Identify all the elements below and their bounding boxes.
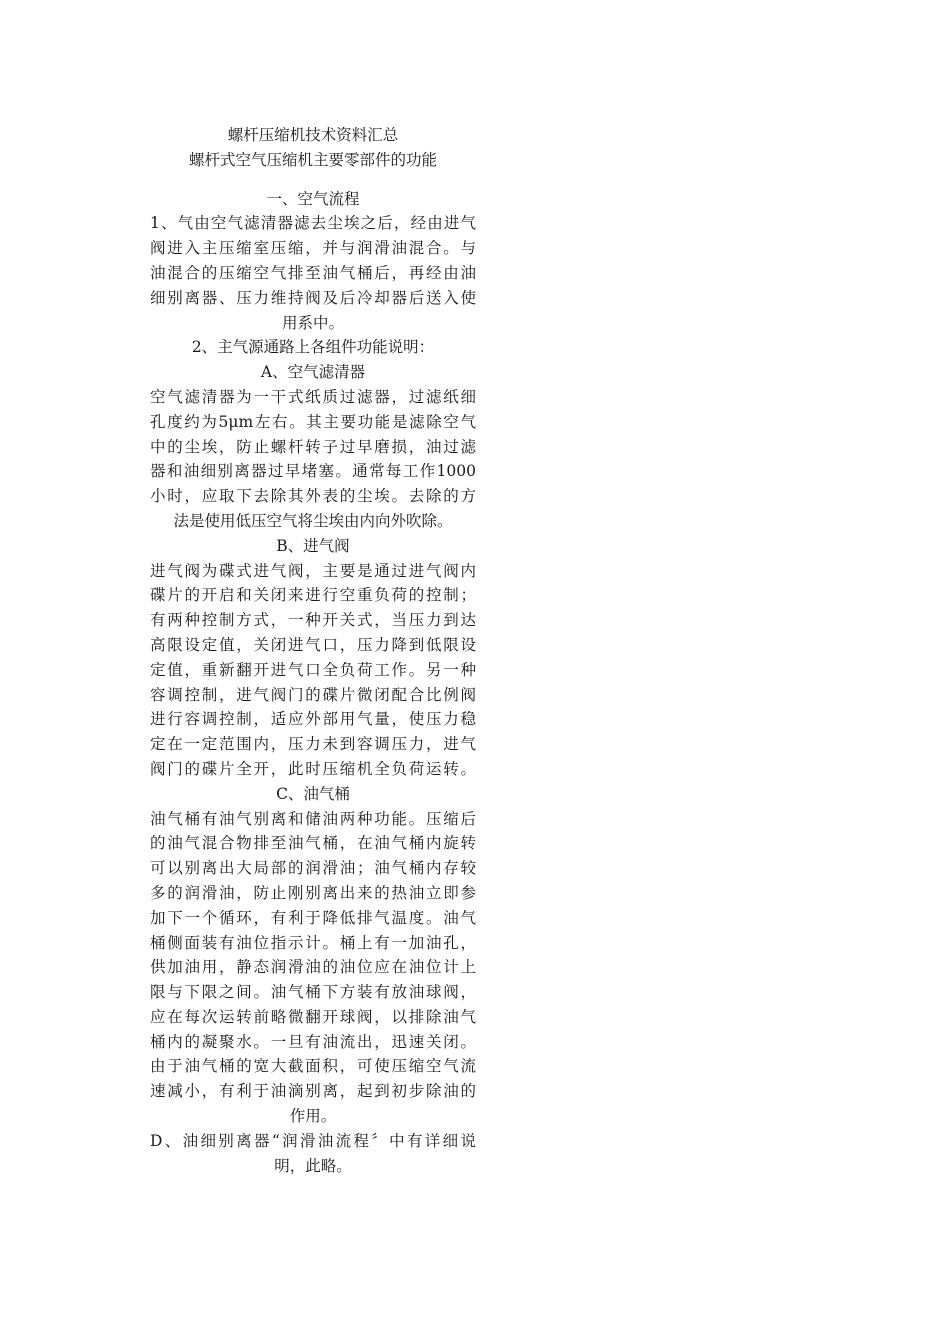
paragraph-line: 阀门的碟片全开，此时压缩机全负荷运转。 bbox=[150, 759, 476, 778]
paragraph-line: 中的尘埃，防止螺杆转子过早磨损，油过滤 bbox=[150, 437, 476, 456]
spacer bbox=[150, 173, 476, 187]
part-heading-oil-gas-tank: C、油气桶 bbox=[276, 784, 350, 803]
paragraph-line: 进行容调控制，适应外部用气量，使压力稳 bbox=[150, 710, 476, 729]
paragraph-line: 高限设定值，关闭进气口，压力降到低限设 bbox=[150, 635, 476, 654]
paragraph-line: 定在一定范围内，压力未到容调压力，进气 bbox=[150, 735, 476, 754]
paragraph-line: 细别离器、压力维持阀及后冷却器后送入使 bbox=[150, 288, 476, 307]
paragraph-line: 油气桶有油气别离和储油两种功能。压缩后 bbox=[150, 809, 476, 828]
paragraph-line: 明，此略。 bbox=[274, 1156, 352, 1175]
paragraph-line: 的油气混合物排至油气桶，在油气桶内旋转 bbox=[150, 834, 476, 853]
paragraph-line: 小时，应取下去除其外表的尘埃。去除的方 bbox=[150, 487, 476, 506]
paragraph-line: 多的润滑油，防止刚别离出来的热油立即参 bbox=[150, 883, 476, 902]
paragraph-line-oil-separator: D、油细别离器“润滑油流程〞中有详细说 bbox=[150, 1131, 476, 1150]
document-subtitle: 螺杆式空气压缩机主要零部件的功能 bbox=[188, 150, 437, 169]
paragraph-line: 定值，重新翻开进气口全负荷工作。另一种 bbox=[150, 660, 476, 679]
paragraph-line: 阀进入主压缩室压缩，并与润滑油混合。与 bbox=[150, 239, 476, 258]
paragraph-line: 用系中。 bbox=[281, 313, 344, 332]
paragraph-line: 油混合的压缩空气排至油气桶后，再经由油 bbox=[150, 263, 476, 282]
paragraph-line: 容调控制，进气阀门的碟片微闭配合比例阀 bbox=[150, 685, 476, 704]
paragraph-line: 进气阀为碟式进气阀，主要是通过进气阀内 bbox=[150, 561, 476, 580]
paragraph-line: 供加油用，静态润滑油的油位应在油位计上 bbox=[150, 958, 476, 977]
paragraph-line: 加下一个循环，有利于降低排气温度。油气 bbox=[150, 908, 476, 927]
paragraph-line: 有两种控制方式，一种开关式，当压力到达 bbox=[150, 611, 476, 630]
paragraph-line: 碟片的开启和关闭来进行空重负荷的控制； bbox=[150, 586, 476, 605]
paragraph-line: 作用。 bbox=[289, 1107, 337, 1126]
paragraph-line: 速减小，有利于油滴别离，起到初步除油的 bbox=[150, 1082, 476, 1101]
paragraph-line: 法是使用低压空气将尘埃由内向外吹除。 bbox=[173, 511, 453, 530]
paragraph-line: 2、主气源通路上各组件功能说明： bbox=[191, 338, 435, 357]
paragraph-line: 孔度约为5μm左右。其主要功能是滤除空气 bbox=[150, 412, 476, 431]
paragraph-line: 1、气由空气滤清器滤去尘埃之后，经由进气 bbox=[150, 214, 476, 233]
part-heading-air-filter: A、空气滤清器 bbox=[260, 363, 366, 382]
part-heading-intake-valve: B、进气阀 bbox=[276, 536, 350, 555]
paragraph-line: 器和油细别离器过早堵塞。通常每工作1000 bbox=[150, 462, 476, 481]
paragraph-line: 桶内的凝聚水。一旦有油流出，迅速关闭。 bbox=[150, 1032, 476, 1051]
text-column bbox=[150, 123, 476, 1178]
document-title: 螺杆压缩机技术资料汇总 bbox=[227, 126, 399, 144]
paragraph-line: 可以别离出大局部的润滑油；油气桶内存较 bbox=[150, 859, 476, 878]
paragraph-line: 空气滤清器为一干式纸质过滤器，过滤纸细 bbox=[150, 387, 476, 406]
paragraph-line: 桶侧面装有油位指示计。桶上有一加油孔， bbox=[150, 933, 476, 952]
paragraph-line: 应在每次运转前略微翻开球阀，以排除油气 bbox=[150, 1007, 476, 1026]
paragraph-line: 由于油气桶的宽大截面积，可使压缩空气流 bbox=[150, 1057, 476, 1076]
paragraph-line: 限与下限之间。油气桶下方装有放油球阀， bbox=[150, 983, 476, 1002]
section-heading-air-flow: 一、空气流程 bbox=[266, 189, 360, 208]
